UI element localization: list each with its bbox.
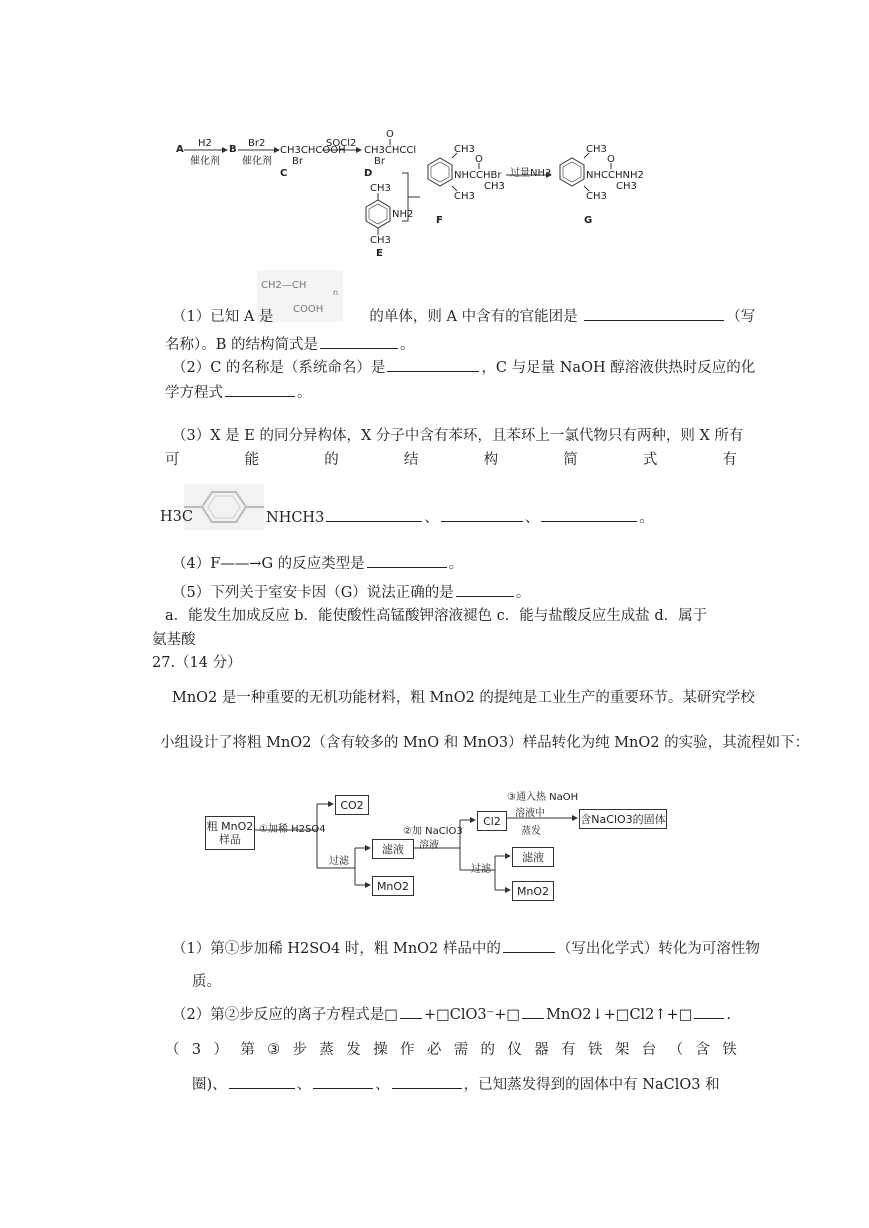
s1-text-b: （写出化学式）转化为可溶性物	[556, 941, 760, 957]
q1-line1	[172, 306, 755, 327]
catalyst-2: 催化剂	[242, 156, 272, 167]
s3-char: 需	[453, 1042, 469, 1058]
q3-char: 能	[244, 452, 260, 468]
q1-blank-functional-group[interactable]	[584, 306, 724, 321]
q5-text-b: 。	[515, 585, 531, 601]
step2-label-a: ②加 NaClO3	[403, 826, 463, 837]
br2-reagent: Br2	[248, 138, 266, 149]
s2-text-b: +□ClO3⁻+□	[423, 1007, 521, 1023]
filter2-label: 过滤	[471, 864, 491, 875]
q1-text-a: （1）已知 A 是	[172, 309, 274, 325]
catalyst-1: 催化剂	[190, 156, 220, 167]
e-nh2: NH2	[392, 209, 414, 220]
compound-d-br: Br	[374, 156, 385, 167]
q4-text-a: （4）F	[172, 556, 221, 572]
filter1-label: 过滤	[329, 856, 349, 867]
s2-text-d: .	[726, 1007, 732, 1023]
q3-char: 式	[642, 452, 658, 468]
filtrate1-box: 滤液	[372, 839, 414, 859]
crude-mno2-box: 粗 MnO2 样品	[205, 816, 255, 850]
step3-label-b: 溶液中	[515, 808, 545, 819]
flow-chart	[205, 790, 685, 910]
q3-line3	[266, 507, 654, 528]
s3-line1	[165, 1040, 737, 1060]
mno2-box-2: MnO2	[512, 881, 554, 901]
s2-text-c: MnO2↓+□Cl2↑+□	[546, 1007, 693, 1023]
q1-text-d: 名称）。B 的结构简式是	[165, 337, 319, 353]
s3-char: 架	[614, 1042, 630, 1058]
q5-options-line1: a．能发生加成反应 b．能使酸性高锰酸钾溶液褪色 c．能与盐酸反应生成盐 d．属于	[165, 608, 708, 624]
compound-c-br: Br	[292, 156, 303, 167]
s3-text-d: 、	[375, 1077, 390, 1093]
q3-benzene-image	[184, 484, 264, 530]
q2-line1	[172, 357, 755, 378]
step1-label: ①加稀 H2SO4	[259, 824, 326, 835]
s2-blank-1[interactable]	[400, 1004, 422, 1019]
s3-char: 有	[561, 1042, 576, 1058]
cl2-box: Cl2	[477, 811, 507, 831]
s3-char: 发	[346, 1042, 361, 1058]
q3-char: 结	[403, 452, 419, 468]
q5-line	[172, 582, 530, 603]
step2-label-b: 溶液	[419, 840, 439, 851]
s2-blank-2[interactable]	[522, 1004, 544, 1019]
e-ch3-bot: CH3	[370, 235, 391, 246]
q4-text-b: G 的反应类型是	[261, 556, 365, 572]
compound-g-label: G	[584, 215, 593, 226]
compound-d-oxygen: O	[386, 129, 394, 140]
compound-c-formula: CH3CHCOOH	[280, 145, 346, 156]
s1-line1	[172, 938, 760, 959]
s3-char: 铁	[587, 1042, 603, 1058]
q1-text-e: 。	[400, 337, 415, 353]
q5-options-line2: 氨基酸	[152, 632, 196, 648]
polymer-chain: CH2—CH	[261, 280, 307, 291]
s3-char: ③	[267, 1042, 281, 1058]
s3-char: 操	[373, 1042, 388, 1058]
excess-nh3: 过量NH3	[510, 168, 552, 179]
q3-blank-3[interactable]	[541, 507, 637, 522]
s3-char: 3	[191, 1042, 202, 1058]
s3-char: 必	[426, 1042, 442, 1058]
q4-text-c: 。	[448, 556, 464, 572]
s3-char: 仪	[507, 1042, 522, 1058]
s3-text-b: 圈)、	[192, 1077, 227, 1093]
s3-char: ）	[213, 1042, 228, 1058]
s1-blank[interactable]	[503, 938, 555, 953]
q3-char: 构	[483, 452, 499, 468]
q3-sep-1: 、	[424, 510, 439, 526]
g-ch3-top: CH3	[586, 144, 607, 155]
socl2-reagent: SOCl2	[326, 138, 357, 149]
filtrate2-box: 滤液	[512, 847, 554, 867]
s3-char: （	[668, 1042, 684, 1058]
g-side-chain: NHCCHNH2	[586, 170, 644, 181]
s3-text-c: 、	[296, 1077, 312, 1093]
q4-arrow: ——→	[220, 556, 262, 572]
s2-line	[172, 1004, 731, 1025]
q3-h3c: H3C	[160, 509, 193, 525]
q2-text-d: 。	[297, 385, 312, 401]
f-ch3-top: CH3	[454, 144, 475, 155]
q3-nhch3: NHCH3	[266, 510, 325, 526]
g-ch3-sub: CH3	[616, 181, 637, 192]
benzene-ring-drawing	[184, 484, 264, 530]
flow-lines	[205, 790, 685, 910]
q3-char: 有	[722, 452, 737, 468]
q3-blank-1[interactable]	[326, 507, 422, 522]
compound-f-label: F	[436, 215, 443, 226]
q3-char: 的	[324, 452, 339, 468]
s3-char: 台	[641, 1042, 657, 1058]
q1-line2	[165, 334, 415, 355]
f-oxygen: O	[475, 154, 483, 165]
s3-char: 步	[292, 1042, 308, 1058]
q2-text-a: （2）C 的名称是（系统命名）是	[172, 360, 386, 376]
s1-line2: 质。	[192, 974, 221, 990]
compound-d-formula: CH3CHCCl	[364, 145, 417, 156]
s3-blank-3[interactable]	[392, 1074, 462, 1089]
f-ch3-sub: CH3	[484, 181, 505, 192]
q3-line1: （3）X 是 E 的同分异构体，X 分子中含有苯环，且苯环上一氯代物只有两种，则 X 所有	[172, 428, 744, 444]
mno2-box-1: MnO2	[372, 876, 414, 896]
problem-27-intro-2: 小组设计了将粗 MnO2（含有较多的 MnO 和 MnO3）样品转化为纯 MnO2 的实验，其流程如下：	[160, 735, 810, 751]
s3-char: 作	[399, 1042, 415, 1058]
step3-label-c: 蒸发	[521, 826, 541, 837]
polymer-branch: COOH	[293, 304, 324, 315]
s3-blank-2[interactable]	[313, 1074, 373, 1089]
s3-char: 铁	[722, 1042, 737, 1058]
s1-text-a: （1）第①步加稀 H2SO4 时，粗 MnO2 样品中的	[172, 941, 501, 957]
s3-line2	[192, 1074, 720, 1095]
s3-text-e: ，已知蒸发得到的固体中有 NaClO3 和	[463, 1077, 720, 1093]
g-oxygen: O	[607, 154, 615, 165]
problem-27-intro-1: MnO2 是一种重要的无机功能材料，粗 MnO2 的提纯是工业生产的重要环节。某研究学校	[172, 690, 755, 706]
q2-text-b: ，C 与足量 NaOH 醇溶液供热时反应的化	[481, 360, 756, 376]
s3-char: 蒸	[319, 1042, 334, 1058]
co2-box: CO2	[335, 795, 369, 815]
q3-char: 简	[563, 452, 578, 468]
q3-line2	[165, 450, 737, 470]
q3-char: 可	[165, 452, 180, 468]
q5-blank[interactable]	[456, 582, 514, 597]
problem-27-title: 27.（14 分）	[152, 655, 242, 671]
s2-text-a: （2）第②步反应的离子方程式是□	[172, 1007, 398, 1023]
s3-blank-1[interactable]	[229, 1074, 295, 1089]
q2-line2	[165, 382, 312, 403]
s3-char: 的	[480, 1042, 496, 1058]
compound-c-label: C	[280, 168, 288, 179]
solid-box: 含NaClO3的固体	[579, 809, 667, 829]
q4-blank[interactable]	[367, 553, 447, 568]
q3-sep-2: 、	[524, 510, 540, 526]
q1-text-c: （写	[726, 309, 756, 325]
q4-line	[172, 553, 463, 574]
q1-text-b: 的单体，则 A 中含有的官能团是	[369, 309, 578, 325]
reaction-scheme	[170, 125, 690, 265]
compound-a-label: A	[176, 144, 184, 155]
s3-char: 含	[695, 1042, 710, 1058]
s3-char: 第	[240, 1042, 255, 1058]
f-ch3-bot: CH3	[454, 191, 475, 202]
e-ch3-top: CH3	[370, 183, 391, 194]
q2-blank-name[interactable]	[387, 357, 479, 372]
f-side-chain: NHCCHBr	[454, 170, 502, 181]
h2-reagent: H2	[198, 138, 212, 149]
q1-blank-b-structure[interactable]	[320, 334, 398, 349]
q2-blank-equation[interactable]	[225, 382, 295, 397]
q3-blank-2[interactable]	[441, 507, 523, 522]
q5-text-a: （5）下列关于室安卡因（G）说法正确的是	[172, 585, 454, 601]
s3-char: 器	[534, 1042, 549, 1058]
s3-char: （	[165, 1042, 180, 1058]
g-ch3-bot: CH3	[586, 191, 607, 202]
compound-b-label: B	[229, 144, 237, 155]
compound-d-label: D	[364, 168, 373, 179]
q3-end: 。	[639, 510, 654, 526]
q2-text-c: 学方程式	[165, 385, 223, 401]
s2-blank-3[interactable]	[694, 1004, 724, 1019]
compound-e-label: E	[376, 248, 383, 259]
polymer-n: n	[333, 288, 339, 297]
step3-label-a: ③通入热 NaOH	[507, 792, 579, 803]
